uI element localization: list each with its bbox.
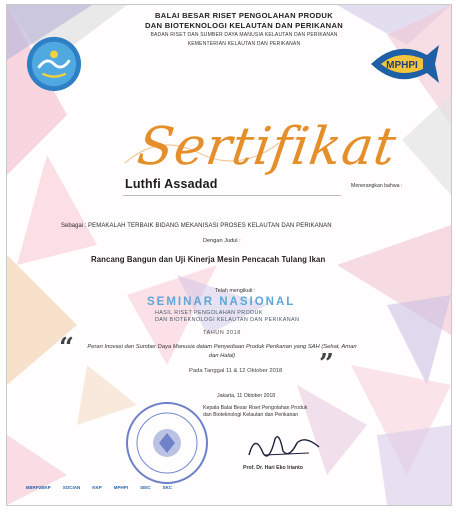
name-underline: [123, 195, 341, 196]
certificate-title: Sertifikat: [133, 117, 401, 177]
event-subtitle-1: HASIL RISET PENGOLAHAN PRODUK: [155, 310, 263, 316]
certificate: [6, 4, 452, 506]
event-intro: Telah mengikuti :: [215, 288, 256, 294]
signatory-position-2: dan Bioteknologi Kelautan dan Perikanan: [203, 412, 299, 418]
official-stamp: [123, 399, 211, 487]
header-line-2: DAN BIOTEKNOLOGI KELAUTAN DAN PERIKANAN: [144, 21, 344, 30]
handwritten-signature: [245, 425, 325, 465]
signatory-name: Prof. Dr. Hari Eko Irianto: [243, 465, 303, 471]
signatory-position-1: Kepala Balai Besar Riset Pengolahan Produk: [203, 405, 308, 411]
sponsor-logo: SKC: [162, 485, 173, 490]
intro-text: Menerangkan bahwa :: [351, 183, 403, 189]
institution-header: [99, 11, 389, 49]
signature-place-date: Jakarta, 11 Oktober 2018: [217, 393, 276, 399]
sponsor-logo: BBRP2BKP: [26, 485, 51, 490]
open-quote-mark: “: [59, 333, 74, 363]
event-theme: Peran Inovasi dan Sumber Daya Manusia dalam Penyediaan Produk Perikanan yang SAH (Sehat, Aman dan Halal): [87, 344, 357, 359]
event-date: Pada Tanggal 11 & 12 Oktober 2018: [189, 368, 283, 374]
role-line: [61, 223, 332, 229]
signatory-position: [203, 405, 353, 419]
bbrp2bkp-logo: [25, 35, 83, 93]
paper-intro: Dengan Judul :: [203, 238, 241, 244]
sponsor-logo: MPHPI: [113, 485, 129, 490]
role-text: PEMAKALAH TERBAIK BIDANG MEKANISASI PROSES KELAUTAN DAN PERIKANAN: [88, 223, 332, 229]
event-subtitle-2: DAN BIOTEKNOLOGI KELAUTAN DAN PERIKANAN: [155, 317, 300, 323]
role-prefix: Sebagai :: [61, 223, 87, 229]
event-name: SEMINAR NASIONAL: [147, 296, 296, 308]
event-year: TAHUN 2018: [203, 330, 241, 336]
header-line-1: BALAI BESAR RISET PENGOLAHAN PRODUK: [155, 11, 333, 20]
event-subtitle: [155, 310, 355, 324]
header-line-3: BADAN RISET DAN SUMBER DAYA MANUSIA KELAUTAN DAN PERIKANAN: [150, 32, 338, 38]
recipient-name: Luthfi Assadad: [125, 177, 218, 191]
mphpi-logo-text: MPHPI: [386, 60, 418, 71]
sponsor-logo: KKP: [92, 485, 102, 490]
sponsor-logo: SOCIAN: [62, 485, 81, 490]
paper-title: Rancang Bangun dan Uji Kinerja Mesin Pencacah Tulang Ikan: [91, 255, 326, 264]
header-line-4: KEMENTERIAN KELAUTAN DAN PERIKANAN: [187, 41, 301, 47]
sponsor-logos: [23, 483, 175, 492]
sponsor-logo: SEIC: [140, 485, 151, 490]
close-quote-mark: ”: [319, 349, 334, 379]
